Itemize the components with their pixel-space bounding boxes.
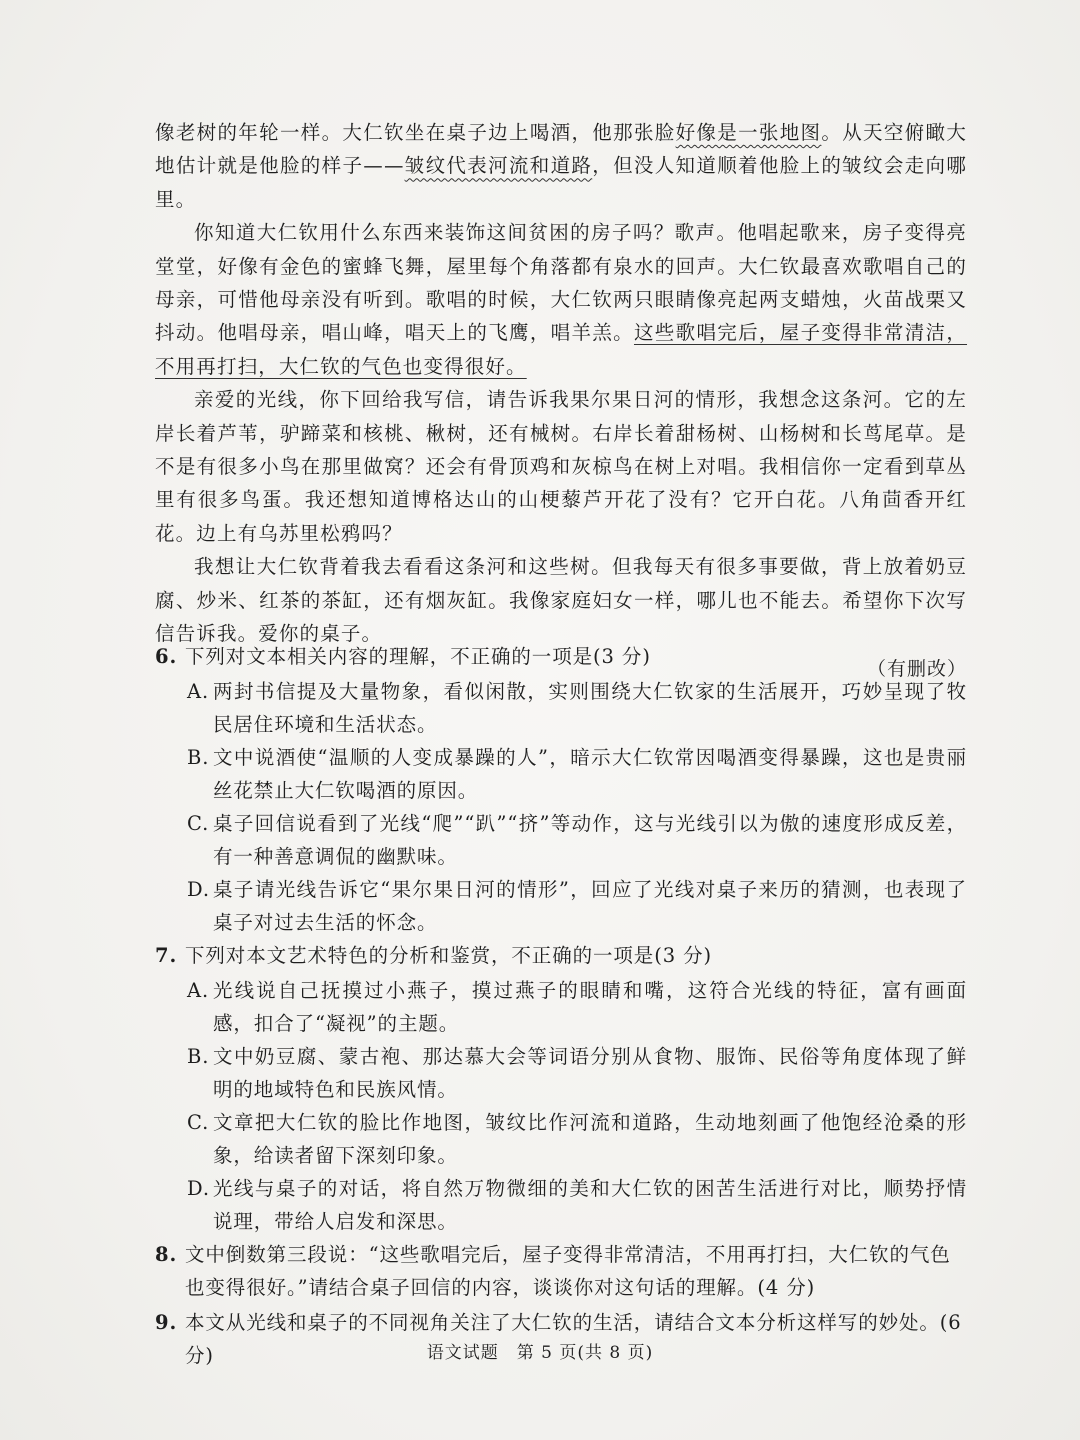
answer-option: [155, 1040, 967, 1106]
question-number: 9.: [155, 1311, 178, 1334]
underlined-sentence: 这些歌唱完后，屋子变得非常清洁，不用再打扫，大仁钦的气色也变得很好。: [155, 321, 968, 378]
option-letter: B.: [187, 746, 210, 769]
option-letter: A.: [187, 680, 210, 703]
wavy-underlined-phrase: 好像是一张地图: [675, 121, 822, 144]
question-stem: 下列对本文艺术特色的分析和鉴赏，不正确的一项是(3 分): [185, 944, 713, 967]
passage-text: 你知道大仁钦用什么东西来装饰这间贫困的房子吗？歌声。他唱起歌来，房子变得亮堂堂，好像有金色的蜜蜂飞舞，屋里每个角落都有泉水的回声。大仁钦最喜欢歌唱自己的母亲，可惜他母亲没有听到。歌唱的时候，大仁钦两只眼睛像亮起两支蜡烛，火苗战栗又抖动。他唱母亲，唱山峰，唱天上的飞鹰，唱羊羔。: [155, 221, 967, 345]
option-text: 文中奶豆腐、蒙古袍、那达慕大会等词语分别从食物、服饰、民俗等角度体现了鲜明的地域特色和民族风情。: [213, 1045, 967, 1101]
question-number: 7.: [155, 944, 178, 967]
question-stem: 文中倒数第三段说：“这些歌唱完后，屋子变得非常清洁，不用再打扫，大仁钦的气色也变得很好。”请结合桌子回信的内容，谈谈你对这句话的理解。(4 分): [185, 1243, 951, 1299]
answer-option: [155, 1106, 967, 1172]
passage-text: ，但没人知道顺着他脸上的皱纹会走向哪里。: [155, 154, 967, 211]
option-text: 两封书信提及大量物象，看似闲散，实则围绕大仁钦家的生活展开，巧妙呈现了牧民居住环境和生活状态。: [213, 680, 967, 736]
option-letter: D.: [187, 1177, 210, 1200]
page-footer: 语文试题 第 5 页(共 8 页): [426, 1343, 654, 1363]
answer-option: [155, 741, 967, 807]
passage-paragraph-3: 亲爱的光线，你下回给我写信，请告诉我果尔果日河的情形，我想念这条河。它的左岸长着芦苇，驴蹄菜和核桃、楸树，还有械树。右岸长着甜杨树、山杨树和长茑尾草。是不是有很多小鸟在那里做窝？还会有骨顶鸡和灰椋鸟在树上对唱。我相信你一定看到草丛里有很多鸟蛋。我还想知道博格达山的山梗藜芦开花了没有？它开白花。八角茴香开红花。边上有乌苏里松鸦吗？: [155, 388, 967, 545]
wavy-underlined-phrase: 皱纹代表河流和道路: [404, 154, 593, 178]
question-number: 6.: [155, 645, 178, 668]
option-letter: D.: [187, 878, 210, 901]
question-number: 8.: [155, 1243, 178, 1266]
passage-text: 像老树的年轮一样。大仁钦坐在桌子边上喝酒，他那张脸: [155, 121, 676, 144]
option-letter: C.: [187, 812, 210, 835]
question-stem: 本文从光线和桌子的不同视角关注了大仁钦的生活，请结合文本分析这样写的妙处。(6 分): [185, 1311, 962, 1367]
answer-option: [155, 807, 967, 873]
answer-option: [155, 675, 967, 741]
question-item: [155, 939, 967, 972]
passage-text: 。从天空俯瞰大地估计就是他脸的样子——: [155, 121, 967, 178]
answer-option: [155, 873, 967, 939]
reading-passage: [155, 116, 967, 686]
option-text: 文中说酒使“温顺的人变成暴躁的人”，暗示大仁钦常因喝酒变得暴躁，这也是贵丽丝花禁止大仁钦喝酒的原因。: [213, 746, 967, 802]
passage-paragraph-2: [155, 216, 967, 383]
passage-paragraph-4: 我想让大仁钦背着我去看看这条河和这些树。但我每天有很多事要做，背上放着奶豆腐、炒米、红茶的茶缸，还有烟灰缸。我像家庭妇女一样，哪儿也不能去。希望你下次写信告诉我。爱你的桌子。: [155, 555, 967, 646]
option-letter: C.: [187, 1111, 210, 1134]
question-stem: 下列对文本相关内容的理解，不正确的一项是(3 分): [185, 645, 651, 668]
question-list: [155, 640, 967, 1374]
source-note: （有删改）: [866, 657, 967, 680]
question-item: [155, 640, 967, 673]
option-text: 桌子回信说看到了光线“爬”“趴”“挤”等动作，这与光线引以为傲的速度形成反差，有一种善意调侃的幽默味。: [213, 812, 967, 868]
answer-option: [155, 974, 967, 1040]
option-text: 文章把大仁钦的脸比作地图，皱纹比作河流和道路，生动地刻画了他饱经沧桑的形象，给读者留下深刻印象。: [213, 1111, 967, 1167]
answer-option: [155, 1172, 967, 1238]
option-text: 光线与桌子的对话，将自然万物微细的美和大仁钦的困苦生活进行对比，顺势抒情说理，带给人启发和深思。: [213, 1177, 967, 1233]
option-text: 光线说自己抚摸过小燕子，摸过燕子的眼睛和嘴，这符合光线的特征，富有画面感，扣合了“凝视”的主题。: [213, 979, 967, 1035]
option-letter: A.: [187, 979, 210, 1002]
passage-paragraph-1: [155, 116, 967, 216]
question-item: [155, 1238, 967, 1304]
option-text: 桌子请光线告诉它“果尔果日河的情形”，回应了光线对桌子来历的猜测，也表现了桌子对过去生活的怀念。: [213, 878, 967, 934]
option-letter: B.: [187, 1045, 210, 1068]
